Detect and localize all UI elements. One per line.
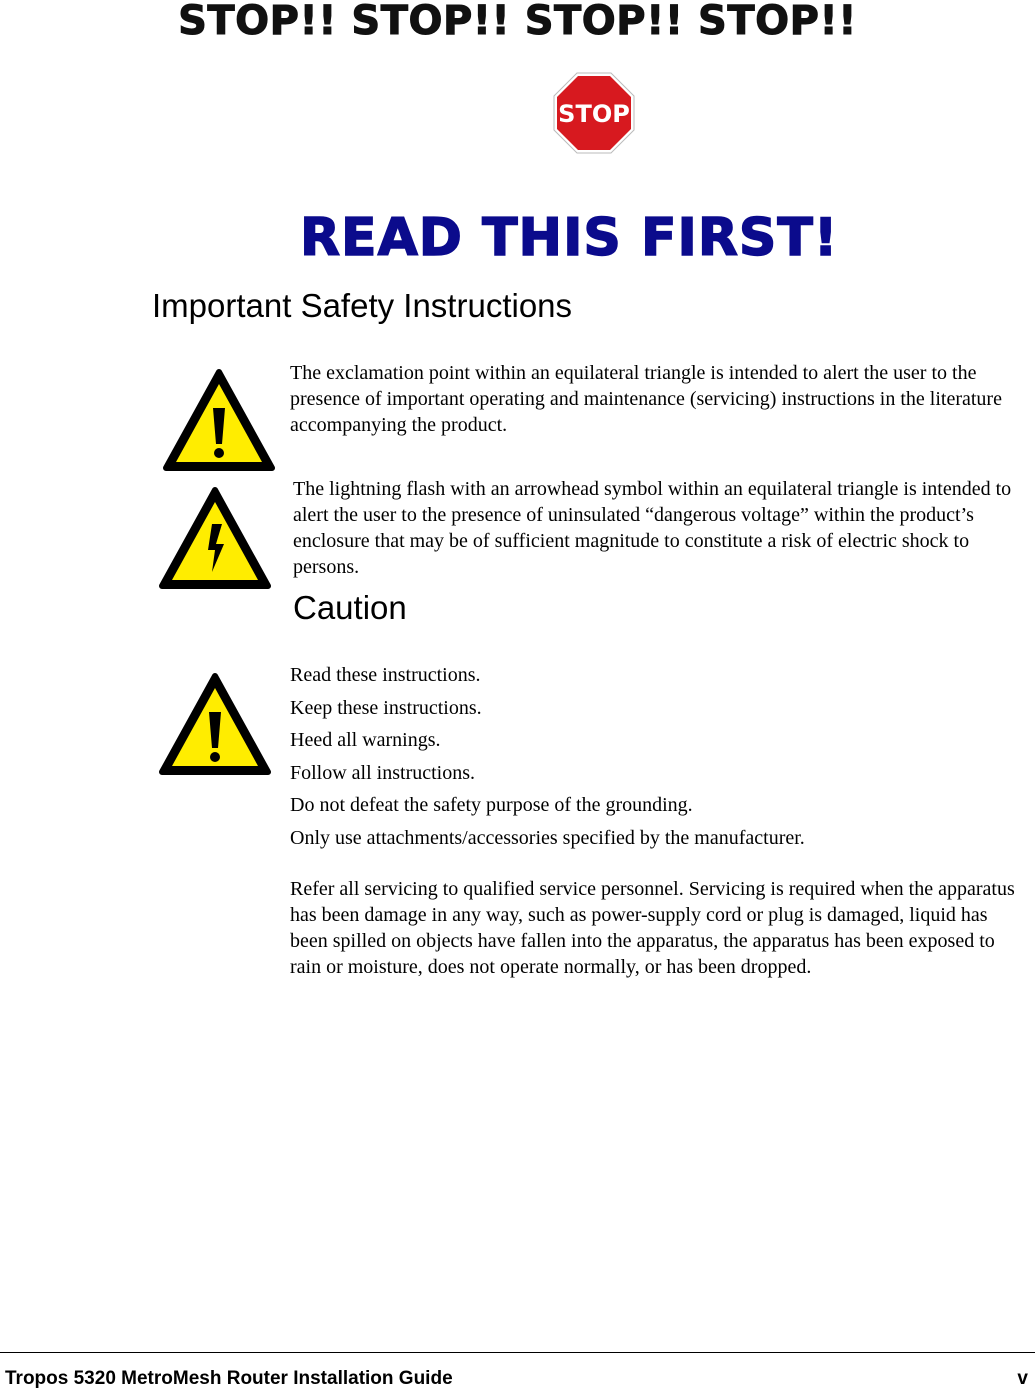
list-item: Keep these instructions. <box>290 696 482 719</box>
read-first-heading: READ THIS FIRST! <box>300 208 839 268</box>
stop-sign-label: STOP <box>558 100 630 128</box>
exclamation-warning-icon <box>162 368 276 472</box>
lightning-description: The lightning flash with an arrowhead symbol within an equilateral triangle is intended to alert the user to the presence of uninsulated “dangerous voltage” within the product’s enclosure that may be of sufficient magnitude to constitute a risk of electric shock to persons. <box>293 478 1012 578</box>
list-item: Read these instructions. <box>290 664 481 686</box>
caution-title: Caution <box>293 589 407 626</box>
list-item: Only use attachments/accessories specified by the manufacturer. <box>290 826 805 849</box>
list-item: Follow all instructions. <box>290 761 475 784</box>
footer-page-number: v <box>1017 1368 1028 1389</box>
stop-banner: STOP!! STOP!! STOP!! STOP!! <box>178 0 857 44</box>
list-item: Heed all warnings. <box>290 729 441 752</box>
servicing-paragraph: Refer all servicing to qualified service personnel. Servicing is required when the apparatus has been damage in any way, such as power-supply cord or plug is damaged, liquid has been spilled on objects have fallen into the apparatus, the apparatus has been exposed to rain or moisture, does not operate normally, or has been dropped. <box>290 878 1015 978</box>
list-item: Do not defeat the safety purpose of the grounding. <box>290 794 693 817</box>
safety-section-title: Important Safety Instructions <box>152 287 573 324</box>
caution-list <box>290 659 1030 855</box>
footer-doc-title: Tropos 5320 MetroMesh Router Installation Guide <box>5 1368 453 1389</box>
exclamation-description: The exclamation point within an equilateral triangle is intended to alert the user to the presence of important operating and maintenance (servicing) instructions in the literature accompanying the product. <box>290 362 1002 436</box>
footer-divider <box>0 1352 1035 1353</box>
stop-sign-icon <box>553 72 635 154</box>
caution-warning-icon <box>158 672 272 776</box>
lightning-warning-icon <box>158 486 272 590</box>
